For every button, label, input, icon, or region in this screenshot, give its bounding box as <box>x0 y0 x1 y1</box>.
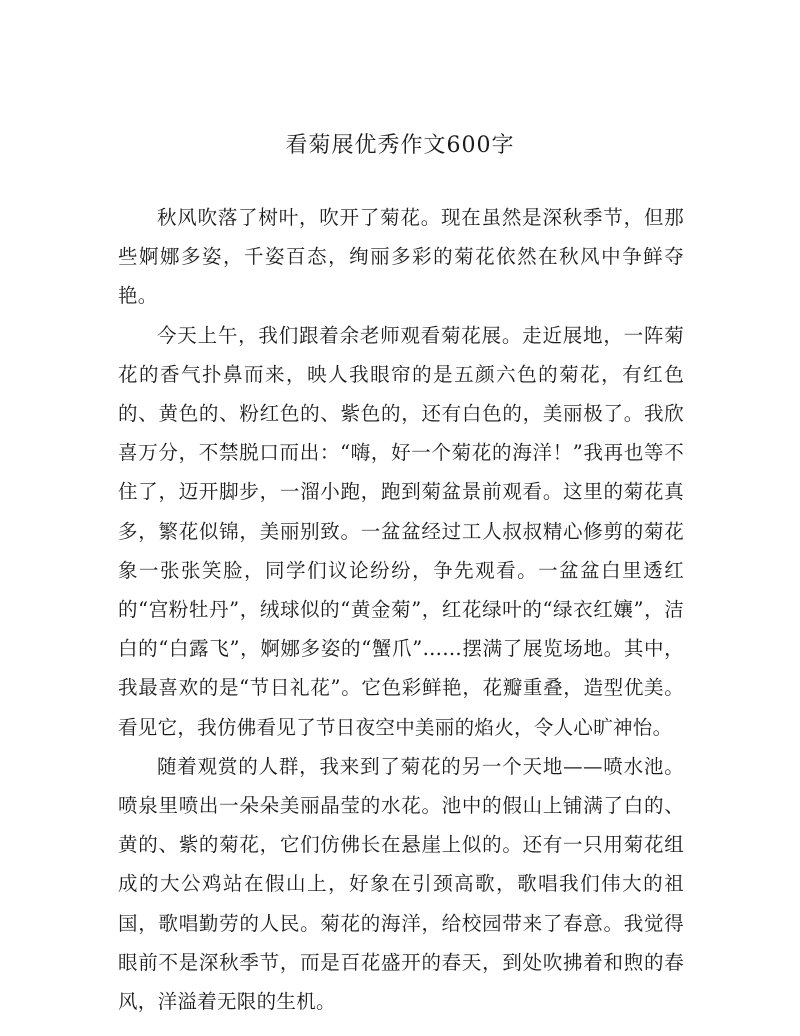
document-title: 看菊展优秀作文600字 <box>285 133 515 158</box>
paragraph-3: 随着观赏的人群，我来到了菊花的另一个天地——喷水池。喷泉里喷出一朵朵美丽晶莹的水花。池中的假山上铺满了白的、黄的、紫的菊花，它们仿佛长在悬崖上似的。还有一只用菊花组成的大公鸡站在假山上，好象在引颈高歌，歌唱我们伟大的祖国，歌唱勤劳的人民。菊花的海洋，给校园带来了春意。我觉得眼前不是深秋季节，而是百花盛开的春天，到处吹拂着和煦的春风，洋溢着无限的生机。 <box>118 754 684 1014</box>
paragraph-1: 秋风吹落了树叶，吹开了菊花。现在虽然是深秋季节，但那些婀娜多姿，千姿百态，绚丽多彩的菊花依然在秋风中争鲜夺艳。 <box>118 206 684 308</box>
paragraph-2: 今天上午，我们跟着余老师观看菊花展。走近展地，一阵菊花的香气扑鼻而来，映人我眼帘的是五颜六色的菊花，有红色的、黄色的、粉红色的、紫色的，还有白色的，美丽极了。我欣喜万分，不禁脱口而出：“嗨，好一个菊花的海洋！”我再也等不住了，迈开脚步，一溜小跑，跑到菊盆景前观看。这里的菊花真多，繁花似锦，美丽别致。一盆盆经过工人叔叔精心修剪的菊花象一张张笑脸，同学们议论纷纷，争先观看。一盆盆白里透红的“宫粉牡丹”，绒球似的“黄金菊”，红花绿叶的“绿衣红孃”，洁白的“白露飞”，婀娜多姿的“蟹爪”……摆满了展览场地。其中，我最喜欢的是“节日礼花”。它色彩鲜艳，花瓣重叠，造型优美。看见它，我仿佛看见了节日夜空中美丽的焰火，令人心旷神怡。 <box>118 323 684 739</box>
document-body <box>118 198 684 1021</box>
